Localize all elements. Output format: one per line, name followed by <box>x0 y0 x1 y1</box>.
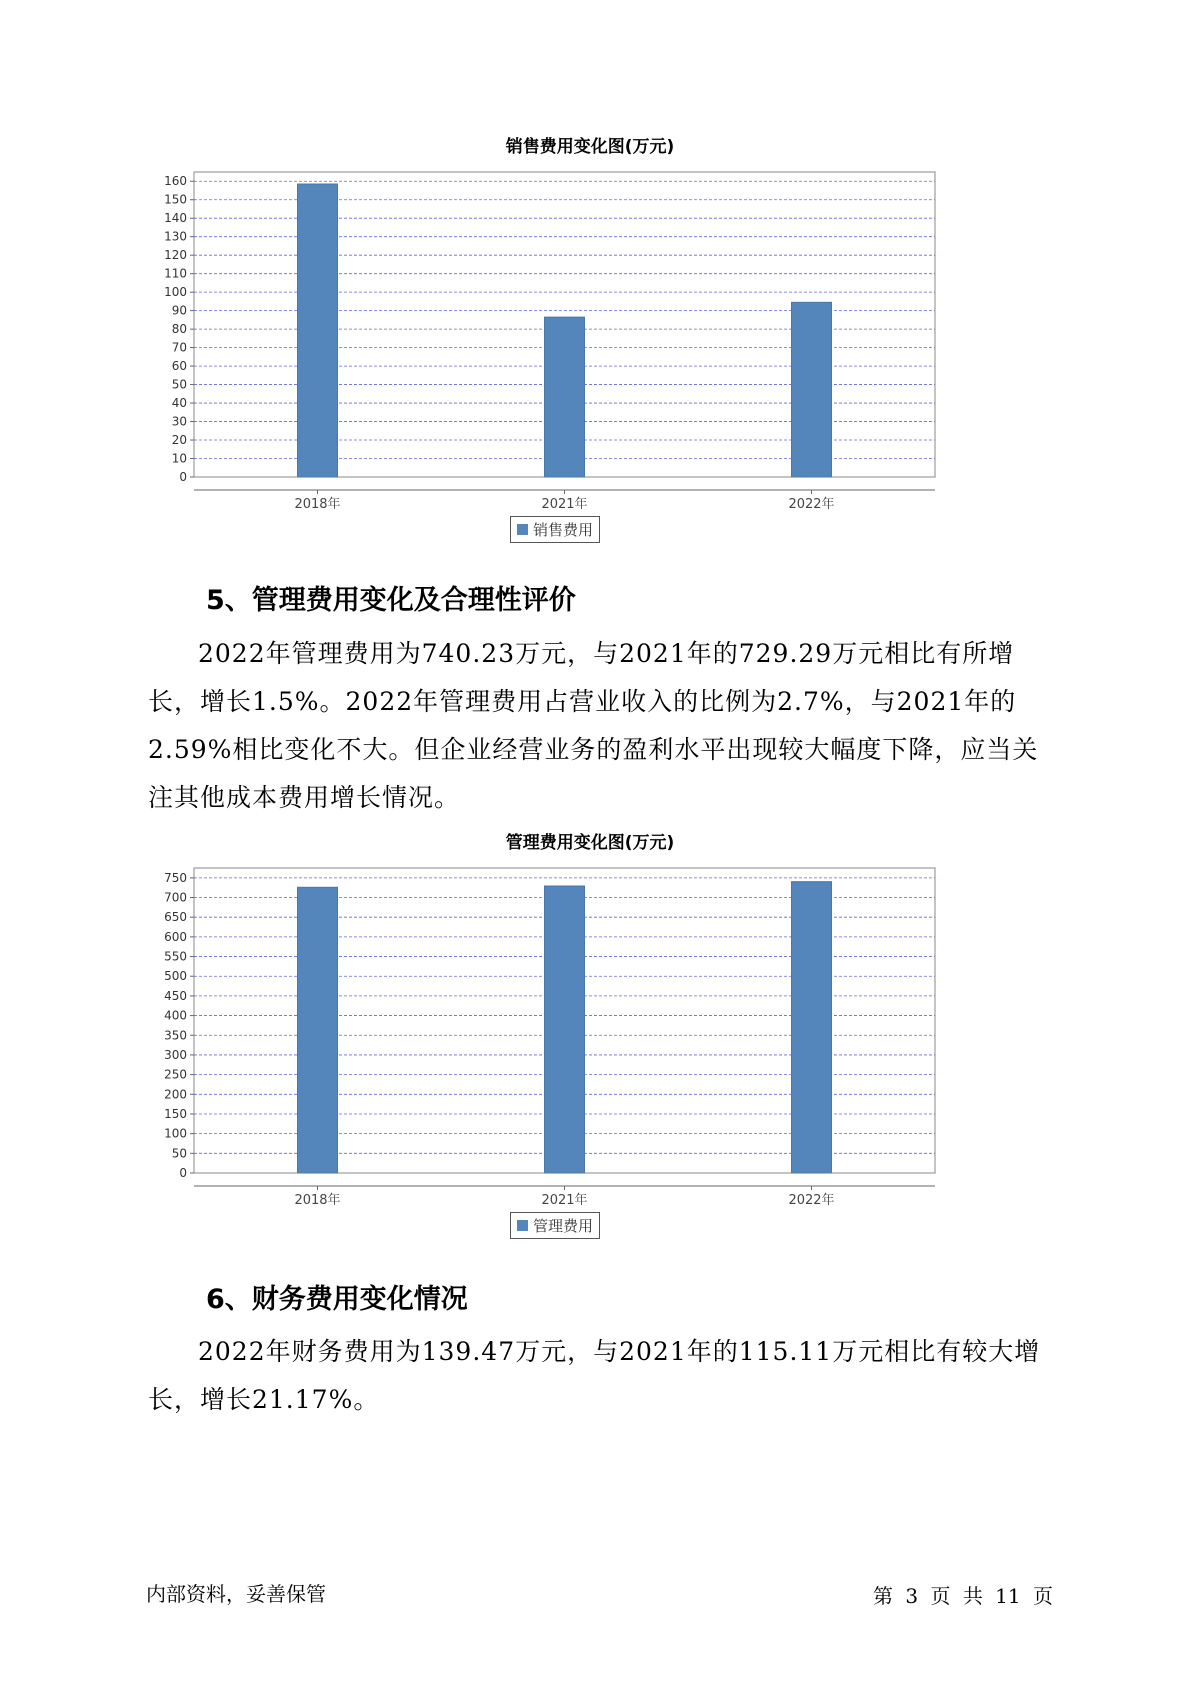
y-tick-label: 750 <box>164 870 187 885</box>
y-tick-label: 200 <box>164 1087 187 1102</box>
y-tick-label: 70 <box>171 340 187 355</box>
bar-2021年 <box>545 317 585 477</box>
legend-label: 销售费用 <box>533 521 594 539</box>
y-tick-label: 700 <box>164 890 187 905</box>
y-tick-label: 0 <box>179 1166 187 1180</box>
y-tick-label: 150 <box>164 1106 187 1121</box>
y-tick-label: 160 <box>164 174 187 189</box>
section-5-paragraph: 2022年管理费用为740.23万元，与2021年的729.29万元相比有所增长，增长1.5%。2022年管理费用占营业收入的比例为2.7%，与2021年的2.59%相比变化不大。但企业经营业务的盈利水平出现较大幅度下降，应当关注其他成本费用增长情况。 <box>148 639 1039 812</box>
y-tick-label: 30 <box>171 414 187 429</box>
y-tick-label: 120 <box>164 248 187 263</box>
legend-swatch <box>517 524 528 535</box>
y-tick-label: 60 <box>171 359 187 374</box>
y-tick-label: 400 <box>164 1008 187 1023</box>
bar-2018年 <box>298 887 338 1173</box>
footer-confidential-note: 内部资料，妥善保管 <box>146 1582 326 1606</box>
chart-title: 管理费用变化图(万元) <box>505 833 675 853</box>
sales-expense-chart <box>150 132 1030 552</box>
y-tick-label: 40 <box>171 396 187 411</box>
x-tick-label: 2021年 <box>541 1193 588 1208</box>
y-tick-label: 650 <box>164 910 187 925</box>
y-tick-label: 100 <box>164 285 187 300</box>
y-tick-label: 300 <box>164 1047 187 1062</box>
y-tick-label: 20 <box>171 433 187 448</box>
y-tick-label: 130 <box>164 229 187 244</box>
footer-page-number: 第 3 页 共 11 页 <box>873 1584 1053 1608</box>
y-tick-label: 550 <box>164 949 187 964</box>
section-6-heading: 6、财务费用变化情况 <box>206 1284 468 1315</box>
bar-2022年 <box>792 302 832 477</box>
admin-expense-chart <box>150 828 1030 1248</box>
y-tick-label: 150 <box>164 192 187 207</box>
y-tick-label: 100 <box>164 1126 187 1141</box>
y-tick-label: 90 <box>171 303 187 318</box>
x-tick-label: 2018年 <box>294 1193 341 1208</box>
y-tick-label: 80 <box>171 322 187 337</box>
y-tick-label: 500 <box>164 969 187 984</box>
y-tick-label: 0 <box>179 470 187 484</box>
y-tick-label: 110 <box>164 266 187 281</box>
y-tick-label: 250 <box>164 1067 187 1082</box>
y-tick-label: 140 <box>164 211 187 226</box>
x-tick-label: 2022年 <box>788 1193 835 1208</box>
bar-2021年 <box>545 886 585 1173</box>
bar-2018年 <box>298 184 338 477</box>
y-tick-label: 50 <box>171 377 187 392</box>
x-tick-label: 2022年 <box>788 497 835 512</box>
section-6-paragraph: 2022年财务费用为139.47万元，与2021年的115.11万元相比有较大增长，增长21.17%。 <box>148 1337 1041 1414</box>
section-5-heading: 5、管理费用变化及合理性评价 <box>206 585 576 616</box>
chart-legend <box>510 516 600 543</box>
sales-expense-chart-plot <box>150 164 1030 534</box>
legend-swatch <box>517 1220 528 1231</box>
y-tick-label: 50 <box>171 1146 187 1161</box>
x-tick-label: 2021年 <box>541 497 588 512</box>
y-tick-label: 10 <box>171 451 187 466</box>
chart-legend <box>510 1212 600 1239</box>
chart-title: 销售费用变化图(万元) <box>505 137 675 157</box>
admin-expense-chart-plot <box>150 860 1030 1230</box>
bar-2022年 <box>792 882 832 1173</box>
legend-label: 管理费用 <box>533 1217 594 1235</box>
x-tick-label: 2018年 <box>294 497 341 512</box>
y-tick-label: 450 <box>164 988 187 1003</box>
y-tick-label: 600 <box>164 929 187 944</box>
y-tick-label: 350 <box>164 1028 187 1043</box>
